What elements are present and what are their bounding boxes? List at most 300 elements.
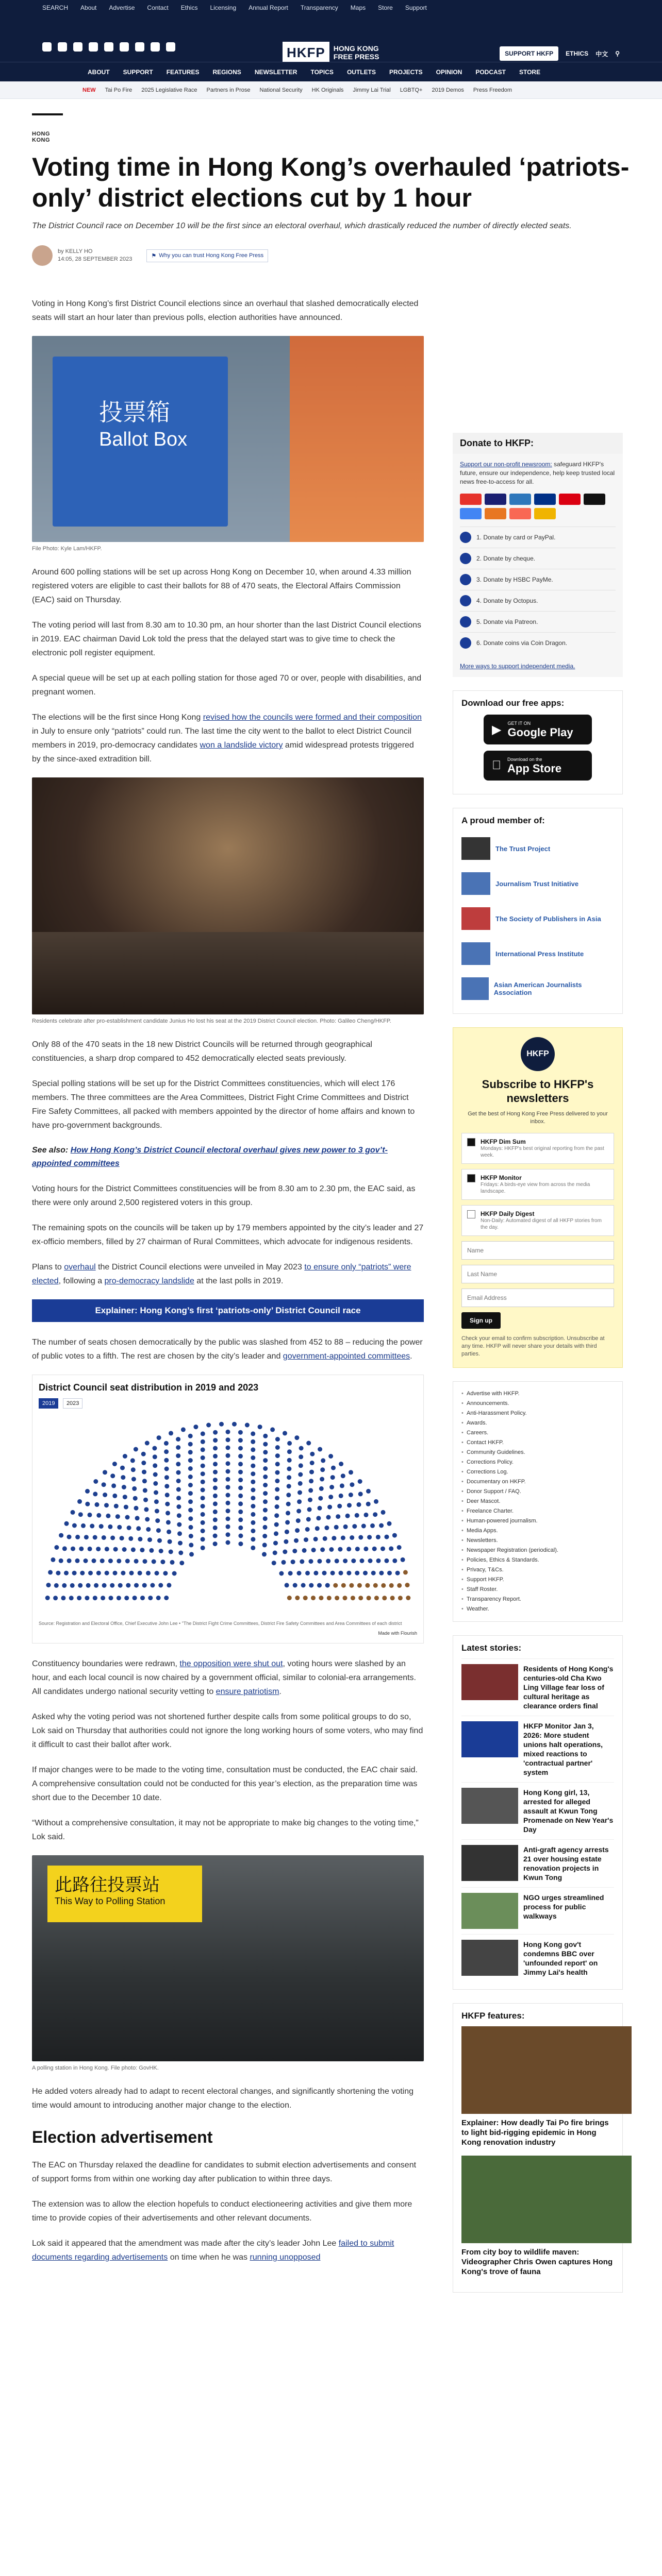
- language-link[interactable]: 中文: [595, 50, 608, 58]
- email-input[interactable]: [461, 1289, 614, 1307]
- trending-link[interactable]: Jimmy Lai Trial: [353, 87, 391, 93]
- latest-story[interactable]: [461, 1839, 614, 1887]
- seat-dot: [382, 1596, 387, 1600]
- seat-dot: [251, 1480, 255, 1484]
- seat-dot: [387, 1571, 392, 1575]
- nav-item[interactable]: OUTLETS: [346, 69, 376, 76]
- seat-dot: [310, 1452, 315, 1456]
- site-link[interactable]: • Donor Support / FAQ.: [461, 1487, 614, 1497]
- seat-dot: [164, 1484, 169, 1488]
- seat-dot: [189, 1525, 193, 1530]
- see-also-link[interactable]: How Hong Kong’s District Council electoral overhaul gives new power to 3 gov’t-appointed committees: [32, 1146, 388, 1168]
- seat-dot: [238, 1534, 243, 1538]
- seat-dot: [176, 1479, 181, 1483]
- seat-dot: [292, 1549, 297, 1553]
- member-title: A proud member of:: [461, 816, 545, 825]
- seat-dot: [142, 1470, 146, 1475]
- seat-dot: [379, 1571, 384, 1575]
- seat-dot: [275, 1470, 280, 1475]
- seat-dot: [405, 1583, 410, 1587]
- threads-icon[interactable]: [89, 42, 98, 52]
- seat-dot: [166, 1520, 171, 1524]
- seat-dot: [102, 1535, 106, 1540]
- seat-dot: [188, 1450, 193, 1454]
- donate-option[interactable]: [460, 632, 616, 653]
- donate-lead-link[interactable]: Support our non-profit newsroom:: [460, 461, 552, 468]
- seat-dot: [155, 1518, 160, 1523]
- nav-item[interactable]: OPINION: [436, 69, 462, 76]
- sign-chinese: 此路往投票站: [55, 1875, 160, 1895]
- trending-link[interactable]: National Security: [259, 87, 303, 93]
- article-link[interactable]: revised how the councils were formed and their composition: [203, 713, 422, 722]
- nav-item[interactable]: PROJECTS: [389, 69, 423, 76]
- article-link[interactable]: ensure patriotism: [216, 1687, 279, 1696]
- seat-dot: [358, 1596, 363, 1600]
- seat-dot: [133, 1496, 138, 1501]
- trending-link[interactable]: 2025 Legislative Race: [141, 87, 197, 93]
- trending-link[interactable]: 2019 Demos: [432, 87, 464, 93]
- seat-dot: [177, 1522, 181, 1527]
- checkbox[interactable]: [467, 1210, 475, 1218]
- apps-title: Download our free apps:: [461, 698, 565, 708]
- seat-dot: [226, 1501, 230, 1505]
- site-link[interactable]: • Documentary on HKFP.: [461, 1477, 614, 1487]
- seat-dot: [358, 1492, 363, 1496]
- topbar-link[interactable]: Advertise: [109, 4, 135, 11]
- seat-dot: [168, 1539, 172, 1544]
- seat-dot: [188, 1483, 193, 1487]
- seat-dot: [113, 1571, 118, 1575]
- seat-dot: [397, 1583, 402, 1588]
- donate-body: [453, 454, 623, 677]
- nav-item[interactable]: NEWSLETTER: [254, 69, 297, 76]
- seat-dot: [88, 1547, 92, 1551]
- article-link[interactable]: failed to submit documents regarding advertisements: [32, 2239, 394, 2262]
- seat-dot: [71, 1510, 75, 1515]
- seat-dot: [351, 1558, 356, 1563]
- see-also-label: See also:: [32, 1146, 71, 1155]
- latest-story[interactable]: [461, 1658, 614, 1716]
- seat-dot: [189, 1552, 194, 1556]
- site-link[interactable]: • Awards.: [461, 1418, 614, 1428]
- donate-option-label: 6. Donate coins via Coin Dragon.: [476, 639, 568, 647]
- seat-dot: [355, 1571, 359, 1575]
- seat-dot: [213, 1430, 218, 1435]
- seat-dot: [327, 1505, 332, 1510]
- seat-dot: [193, 1425, 198, 1429]
- seat-dot: [352, 1524, 357, 1529]
- newsletter-option-text: [481, 1210, 608, 1231]
- trending-link[interactable]: LGBTQ+: [400, 87, 423, 93]
- story-thumbnail: [461, 1664, 518, 1700]
- latest-story[interactable]: [461, 1716, 614, 1782]
- polling-sign: [47, 1866, 202, 1922]
- article-link[interactable]: pro-democracy landslide: [104, 1277, 194, 1285]
- paragraph: [32, 710, 424, 766]
- ballot-box: [53, 357, 228, 527]
- seat-dot: [188, 1466, 193, 1471]
- first-name-input[interactable]: [461, 1241, 614, 1260]
- seat-dot: [125, 1559, 130, 1564]
- seat-dot: [213, 1478, 218, 1482]
- seat-dot: [238, 1541, 243, 1546]
- seat-dot: [59, 1533, 63, 1538]
- seat-dot: [93, 1492, 97, 1496]
- x-twitter-icon[interactable]: [58, 42, 67, 52]
- seat-dot: [263, 1525, 268, 1530]
- seat-dot: [263, 1466, 268, 1471]
- seat-dot: [169, 1550, 173, 1554]
- topbar-link[interactable]: Ethics: [180, 4, 198, 11]
- seat-dot: [358, 1479, 362, 1484]
- site-link[interactable]: • Human-powered journalism.: [461, 1516, 614, 1526]
- seat-dot: [341, 1536, 345, 1540]
- chart-title: District Council seat distribution in 2019 and 2023: [39, 1382, 259, 1393]
- checkbox[interactable]: [467, 1138, 475, 1146]
- linkedin-icon[interactable]: [104, 42, 113, 52]
- seat-dot: [294, 1435, 299, 1440]
- seat-dot: [251, 1496, 255, 1500]
- article-link[interactable]: government-appointed committees: [283, 1352, 410, 1361]
- site-link[interactable]: • Newspaper Registration (periodical).: [461, 1546, 614, 1555]
- text: , following a: [58, 1277, 105, 1285]
- sign-english: This Way to Polling Station: [55, 1896, 166, 1906]
- support-hkfp-button[interactable]: SUPPORT HKFP: [500, 46, 558, 61]
- seat-dot: [88, 1571, 93, 1575]
- seat-dot: [213, 1462, 218, 1466]
- seat-dot: [263, 1516, 268, 1521]
- seat-dot: [358, 1535, 363, 1540]
- google-pay-icon: [460, 508, 482, 519]
- site-link[interactable]: • Media Apps.: [461, 1526, 614, 1536]
- newsletter-option[interactable]: [461, 1205, 614, 1236]
- feature-image[interactable]: [461, 2026, 632, 2114]
- topbar-link[interactable]: SEARCH: [42, 4, 69, 11]
- seat-dot: [157, 1435, 161, 1440]
- seat-dot: [112, 1494, 117, 1498]
- seat-dot: [152, 1446, 157, 1451]
- seat-dot: [70, 1583, 75, 1588]
- topbar-link[interactable]: About: [80, 4, 97, 11]
- site-link[interactable]: • Careers.: [461, 1428, 614, 1438]
- site-link[interactable]: • Announcements.: [461, 1399, 614, 1409]
- seat-dot: [363, 1547, 368, 1551]
- seat-dot: [238, 1501, 243, 1506]
- seat-dot: [132, 1486, 137, 1491]
- trending-link[interactable]: HK Originals: [311, 87, 344, 93]
- instagram-icon[interactable]: [73, 42, 82, 52]
- latest-story[interactable]: [461, 1782, 614, 1839]
- nav-item[interactable]: FEATURES: [166, 69, 200, 76]
- seat-dot: [158, 1583, 163, 1588]
- newsletter-option[interactable]: [461, 1133, 614, 1164]
- seat-dot: [305, 1571, 310, 1575]
- seat-dot: [390, 1596, 395, 1600]
- seat-dot: [51, 1557, 55, 1562]
- nav-item[interactable]: TOPICS: [310, 69, 334, 76]
- site-link[interactable]: • Transparency Report.: [461, 1595, 614, 1604]
- trending-link[interactable]: Partners in Prose: [206, 87, 251, 93]
- google-play-big: Google Play: [507, 725, 573, 739]
- seat-dot: [90, 1524, 94, 1529]
- seat-dot: [341, 1473, 345, 1478]
- seat-dot: [96, 1571, 101, 1575]
- seat-dot: [163, 1571, 168, 1575]
- seat-dot: [153, 1481, 158, 1486]
- article-link[interactable]: the opposition were shut out: [179, 1659, 283, 1668]
- seat-dot: [238, 1517, 243, 1522]
- trending-link[interactable]: Tai Po Fire: [105, 87, 133, 93]
- seat-dot: [385, 1535, 389, 1539]
- trending-bar: [0, 81, 662, 99]
- seat-dot: [258, 1425, 262, 1429]
- newsletter-option[interactable]: [461, 1169, 614, 1200]
- seat-dot: [363, 1571, 368, 1575]
- donate-option-label: 2. Donate by cheque.: [476, 555, 536, 562]
- seat-dot: [62, 1546, 67, 1551]
- seat-dot: [145, 1441, 150, 1446]
- google-play-small: GET IT ON: [507, 720, 531, 726]
- seat-dot: [398, 1596, 403, 1600]
- seat-dot: [343, 1524, 348, 1529]
- site-link[interactable]: • Privacy, T&Cs.: [461, 1565, 614, 1575]
- seat-dot: [295, 1528, 300, 1533]
- seat-dot: [310, 1461, 315, 1465]
- seat-dot: [134, 1559, 139, 1564]
- email-icon[interactable]: [151, 42, 160, 52]
- seat-dot: [102, 1482, 106, 1487]
- youtube-icon[interactable]: [120, 42, 129, 52]
- seat-dot: [176, 1453, 180, 1458]
- seat-dot: [108, 1524, 112, 1529]
- seat-dot: [143, 1559, 147, 1564]
- payment-method-icon: [460, 574, 471, 585]
- photo-caption: Residents celebrate after pro-establishment candidate Junius Ho lost his seat at the 2019 District Council election. Photo: Galileo Cheng/HKFP.: [32, 1018, 391, 1024]
- seat-dot: [339, 1462, 343, 1466]
- seat-dot: [226, 1453, 230, 1458]
- feature-title[interactable]: Explainer: How deadly Tai Po fire brings to light bid-rigging epidemic in Hong Kong renovation industry: [461, 2119, 609, 2147]
- seat-dot: [392, 1558, 397, 1563]
- seat-dot: [320, 1548, 325, 1552]
- seat-dot: [347, 1503, 352, 1507]
- seat-dot: [123, 1454, 127, 1459]
- site-link[interactable]: • Support HKFP.: [461, 1575, 614, 1585]
- tab-2023[interactable]: 2023: [63, 1398, 82, 1409]
- seat-dot: [275, 1445, 280, 1450]
- seat-dot: [165, 1493, 170, 1497]
- text: Plans to: [32, 1263, 64, 1272]
- logo-line-1: HONG KONG: [333, 44, 379, 53]
- seat-dot: [274, 1531, 278, 1536]
- seat-dot: [188, 1491, 193, 1496]
- seat-dot: [201, 1520, 205, 1525]
- mastodon-icon[interactable]: [135, 42, 144, 52]
- checkbox[interactable]: [467, 1174, 475, 1182]
- made-with-flourish[interactable]: Made with Flourish: [378, 1631, 417, 1636]
- seat-dot: [373, 1512, 377, 1517]
- site-link[interactable]: • Community Guidelines.: [461, 1448, 614, 1458]
- site-link[interactable]: • Freelance Charter.: [461, 1506, 614, 1516]
- donate-option[interactable]: [460, 590, 616, 611]
- utility-bar: [0, 0, 662, 15]
- hsbc-icon: [559, 494, 581, 505]
- seat-dot: [176, 1462, 180, 1466]
- seat-dot: [403, 1570, 408, 1574]
- article-link[interactable]: to ensure only “patriots” were elected: [32, 1263, 411, 1285]
- topbar-link[interactable]: Transparency: [300, 4, 338, 11]
- site-link[interactable]: • Weather.: [461, 1604, 614, 1614]
- seat-dot: [371, 1571, 376, 1575]
- donate-option[interactable]: [460, 611, 616, 632]
- explainer-link-button[interactable]: Explainer: Hong Kong’s first ‘patriots-only’ District Council race: [32, 1299, 424, 1322]
- seat-dot: [92, 1558, 96, 1563]
- article-link[interactable]: overhaul: [64, 1263, 96, 1272]
- nav-item[interactable]: REGIONS: [212, 69, 241, 76]
- newsletter-name: HKFP Dim Sum: [481, 1138, 526, 1145]
- seat-dot: [316, 1516, 321, 1520]
- seat-dot: [179, 1561, 184, 1565]
- seat-dot: [152, 1560, 156, 1564]
- seat-dot: [154, 1499, 159, 1504]
- apps-widget: [453, 690, 623, 794]
- seat-dot: [189, 1534, 193, 1538]
- seat-dot: [201, 1537, 205, 1541]
- more-ways-link[interactable]: More ways to support independent media.: [460, 663, 575, 670]
- site-link[interactable]: • Corrections Log.: [461, 1467, 614, 1477]
- topbar-link[interactable]: Maps: [350, 4, 366, 11]
- nav-item[interactable]: STORE: [519, 69, 541, 76]
- member-logo-icon: [461, 872, 490, 895]
- sidebar: [453, 433, 623, 2306]
- rss-icon[interactable]: [166, 42, 175, 52]
- donate-options: [460, 527, 616, 653]
- seat-dot: [153, 1472, 158, 1477]
- trust-link[interactable]: [146, 249, 268, 262]
- seat-dot: [361, 1524, 366, 1529]
- seat-dot: [263, 1458, 268, 1463]
- site-link[interactable]: • Advertise with HKFP.: [461, 1389, 614, 1399]
- text: .: [410, 1352, 412, 1361]
- trending-link[interactable]: Press Freedom: [473, 87, 512, 93]
- site-link[interactable]: • Anti-Harassment Policy.: [461, 1409, 614, 1418]
- feature-title[interactable]: From city boy to wildlife maven: Videographer Chris Owen captures Hong Kong's trove of fauna: [461, 2248, 613, 2276]
- tab-2019[interactable]: 2019: [39, 1398, 58, 1409]
- site-header: [0, 15, 662, 62]
- seat-dot: [105, 1547, 109, 1551]
- seat-dot: [238, 1494, 243, 1498]
- octopus-icon: [485, 508, 506, 519]
- seat-dot: [333, 1583, 338, 1588]
- seat-dot: [360, 1558, 365, 1563]
- topbar-link[interactable]: Contact: [147, 4, 169, 11]
- seat-dot: [365, 1583, 370, 1588]
- seat-dot: [340, 1483, 344, 1488]
- seat-dot: [201, 1496, 205, 1500]
- topbar-link[interactable]: Support: [405, 4, 427, 11]
- topbar-link[interactable]: Licensing: [210, 4, 237, 11]
- signup-button[interactable]: Sign up: [461, 1312, 501, 1329]
- facebook-icon[interactable]: [42, 42, 52, 52]
- google-play-button[interactable]: [484, 715, 592, 744]
- seat-dot: [156, 1528, 161, 1533]
- seat-dot: [270, 1427, 275, 1432]
- article-link[interactable]: won a landslide victory: [200, 741, 283, 750]
- search-icon[interactable]: ⚲: [615, 50, 620, 57]
- nav-item[interactable]: ABOUT: [88, 69, 110, 76]
- ethics-link[interactable]: ETHICS: [566, 50, 589, 57]
- latest-story[interactable]: [461, 1887, 614, 1934]
- seat-dot: [226, 1540, 230, 1545]
- logo-box: HKFP: [283, 42, 329, 64]
- site-link[interactable]: • Corrections Policy.: [461, 1458, 614, 1467]
- seat-dot: [226, 1493, 230, 1498]
- seat-dot: [178, 1541, 183, 1546]
- member-org[interactable]: [461, 971, 614, 1006]
- author-name[interactable]: by KELLY HO: [58, 248, 93, 255]
- seat-dot: [226, 1430, 230, 1434]
- seat-dot: [367, 1596, 371, 1600]
- seat-dot: [251, 1546, 255, 1550]
- photo-caption: A polling station in Hong Kong. File photo: GovHK.: [32, 2065, 159, 2071]
- seat-dot: [176, 1445, 180, 1450]
- nav-item[interactable]: PODCAST: [475, 69, 506, 76]
- seat-dot: [100, 1558, 105, 1563]
- seat-dot: [142, 1479, 147, 1483]
- site-link[interactable]: • Deer Mascot.: [461, 1497, 614, 1506]
- last-name-input[interactable]: [461, 1265, 614, 1283]
- seat-dot: [350, 1482, 354, 1487]
- feature-image[interactable]: [461, 2156, 632, 2243]
- donate-option-label: 5. Donate via Patreon.: [476, 618, 538, 625]
- site-link[interactable]: • Policies, Ethics & Standards.: [461, 1555, 614, 1565]
- seat-dot: [263, 1491, 268, 1496]
- donate-option[interactable]: [460, 527, 616, 548]
- donate-option[interactable]: [460, 548, 616, 569]
- seat-dot: [274, 1522, 279, 1527]
- features-widget: [453, 2003, 623, 2293]
- seat-dot: [121, 1475, 125, 1480]
- seat-dot: [85, 1596, 89, 1600]
- category-kicker[interactable]: HONG KONG: [32, 113, 63, 143]
- member-org[interactable]: [461, 936, 614, 971]
- seat-dot: [251, 1471, 255, 1476]
- seat-dot: [299, 1463, 303, 1468]
- chart-source: Source: Registration and Electoral Office, Chief Executive John Lee • "The District Fight Crime Committees, District Fire Safety Committees and Area Committees of each district: [39, 1621, 402, 1626]
- member-org[interactable]: [461, 901, 614, 936]
- donate-option-label: 3. Donate by HSBC PayMe.: [476, 576, 553, 583]
- topbar-link[interactable]: Store: [378, 4, 393, 11]
- seat-dot: [188, 1516, 193, 1521]
- seat-dot: [213, 1510, 218, 1514]
- topbar-link[interactable]: Annual Report: [249, 4, 288, 11]
- seat-dot: [118, 1583, 123, 1588]
- nav-item[interactable]: SUPPORT: [123, 69, 153, 76]
- seat-dot: [164, 1467, 169, 1471]
- site-link[interactable]: • Staff Roster.: [461, 1585, 614, 1595]
- seat-dot: [226, 1509, 230, 1513]
- latest-story[interactable]: [461, 1934, 614, 1982]
- app-store-button[interactable]: [484, 751, 592, 781]
- donate-option[interactable]: [460, 569, 616, 590]
- article-link[interactable]: running unopposed: [250, 2253, 321, 2262]
- seat-dot: [117, 1525, 122, 1530]
- ballot-box-chinese: 投票箱: [99, 398, 170, 426]
- member-org[interactable]: [461, 831, 614, 866]
- site-link[interactable]: • Contact HKFP.: [461, 1438, 614, 1448]
- member-org[interactable]: [461, 866, 614, 901]
- seat-dot: [143, 1498, 148, 1502]
- site-link[interactable]: • Newsletters.: [461, 1536, 614, 1546]
